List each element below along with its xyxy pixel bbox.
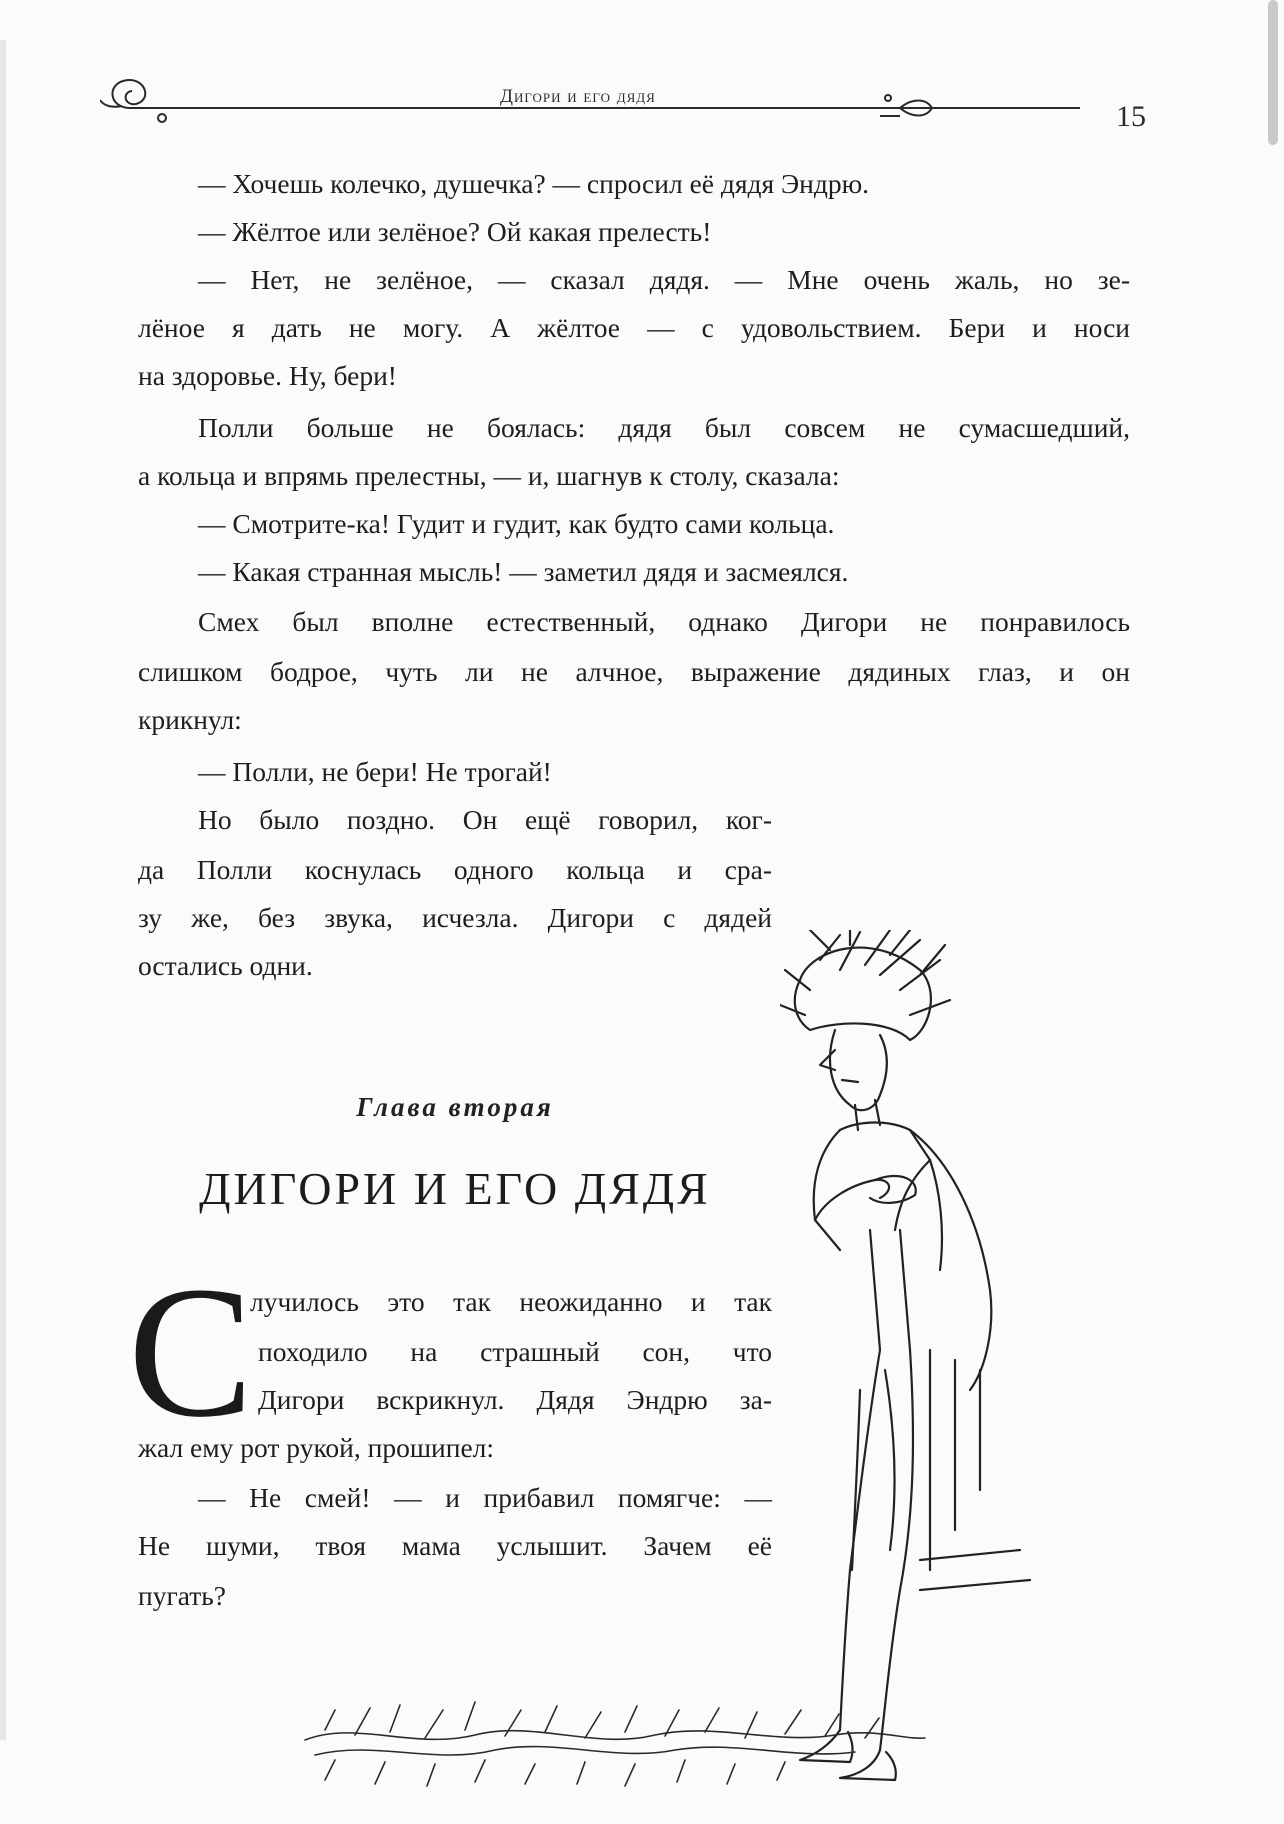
- chapter-text-line: Дигори вскрикнул. Дядя Эндрю за-: [258, 1384, 772, 1415]
- text-line: лёное я дать не могу. А жёлтое — с удовольствием. Бери и носи: [138, 312, 1130, 343]
- chapter-label: Глава вторая: [356, 1092, 554, 1122]
- chapter-title: ДИГОРИ И ЕГО ДЯДЯ: [199, 1163, 711, 1214]
- chapter-text-line: походило на страшный сон, что: [258, 1336, 772, 1367]
- text-line: слишком бодрое, чуть ли не алчное, выражение дядиных глаз, и он: [138, 656, 1130, 687]
- page-number: 15: [1116, 100, 1146, 133]
- chapter-text-line: Не шуми, твоя мама услышит. Зачем её: [138, 1530, 772, 1561]
- chapter-text-line: пугать?: [138, 1580, 227, 1611]
- text-line: — Жёлтое или зелёное? Ой какая прелесть!: [198, 216, 712, 247]
- text-line: — Смотрите-ка! Гудит и гудит, как будто сами кольца.: [198, 508, 835, 539]
- drop-cap: С: [128, 1247, 254, 1456]
- text-line: да Полли коснулась одного кольца и сра-: [138, 854, 772, 885]
- chapter-text-line: жал ему рот рукой, прошипел:: [138, 1432, 495, 1463]
- grass-shadow-illustration: [295, 1680, 935, 1790]
- text-line: на здоровье. Ну, бери!: [138, 360, 397, 391]
- text-line: Полли больше не боялась: дядя был совсем не сумасшедший,: [198, 412, 1130, 443]
- text-line: Но было поздно. Он ещё говорил, ког-: [198, 804, 772, 835]
- scrollbar-thumb[interactable]: [1268, 0, 1278, 145]
- text-line: — Какая странная мысль! — заметил дядя и засмеялся.: [198, 556, 849, 587]
- running-title: Дигори и его дядя: [500, 86, 656, 107]
- text-line: — Хочешь колечко, душечка? — спросил её дядя Эндрю.: [198, 168, 870, 199]
- text-line: а кольца и впрямь прелестны, — и, шагнув к столу, сказала:: [138, 460, 840, 491]
- text-line: Смех был вполне естественный, однако Дигори не понравилось: [198, 606, 1130, 637]
- chapter-text-line: лучилось это так неожиданно и так: [250, 1286, 772, 1317]
- text-line: — Полли, не бери! Не трогай!: [198, 756, 552, 787]
- text-line: крикнул:: [138, 704, 242, 735]
- page-edge-shadow: [0, 40, 6, 1740]
- chapter-text-line: — Не смей! — и прибавил помягче: —: [198, 1482, 772, 1513]
- text-line: остались одни.: [138, 950, 313, 981]
- uncle-andrew-illustration: [780, 930, 1140, 1800]
- text-line: зу же, без звука, исчезла. Дигори с дядей: [138, 902, 772, 933]
- text-line: — Нет, не зелёное, — сказал дядя. — Мне очень жаль, но зе-: [198, 264, 1130, 295]
